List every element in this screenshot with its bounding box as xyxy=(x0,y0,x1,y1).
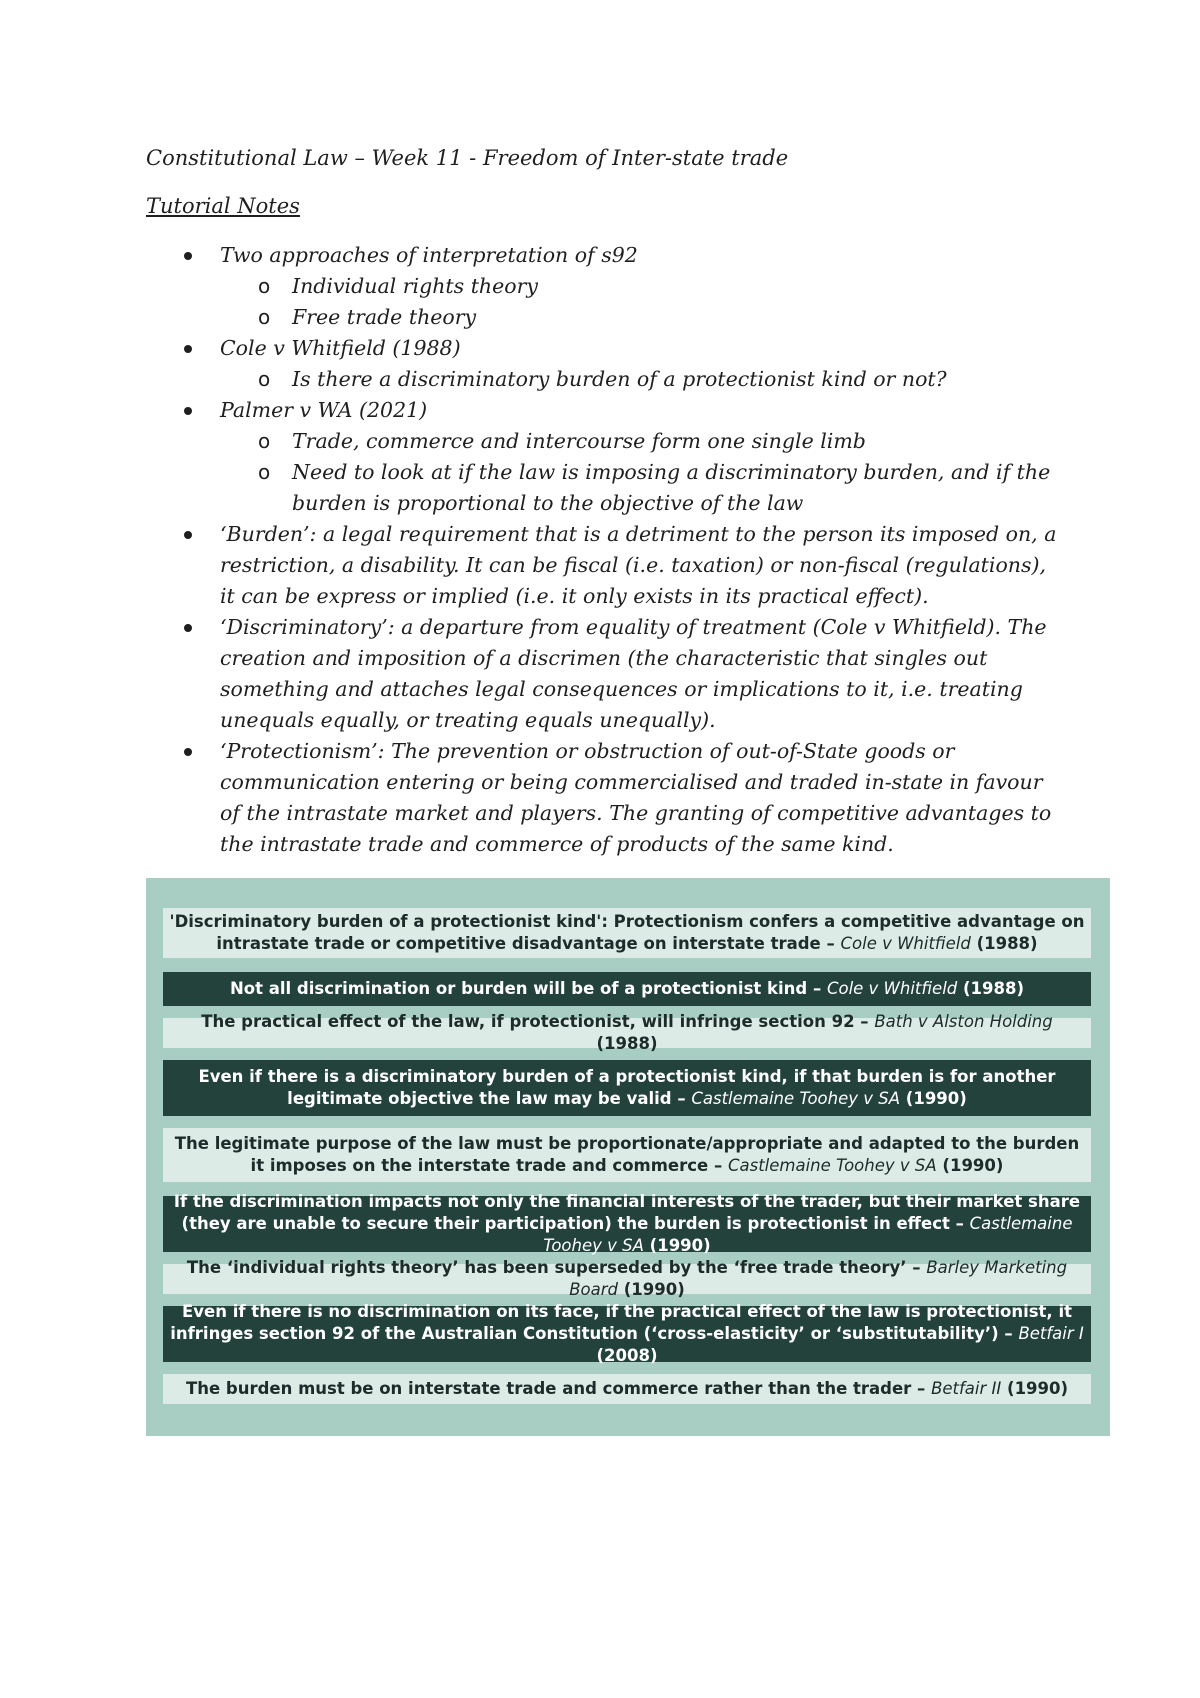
sub-list-item-text: Is there a discriminatory burden of a protectionist kind or not? xyxy=(292,367,947,391)
summary-row-text: Not all discrimination or burden will be of a protectionist kind – xyxy=(229,979,822,998)
list-item xyxy=(146,736,1066,860)
summary-row-text: The practical effect of the law, if protectionist, will infringe section 92 – xyxy=(201,1012,869,1031)
case-citation: Castlemaine Toohey v SA xyxy=(727,1156,937,1175)
sub-list-item-text: Free trade theory xyxy=(292,305,477,329)
summary-row xyxy=(163,1012,1091,1053)
summary-row-text: Even if there is a discriminatory burden of a protectionist kind, if that burden is for another legitimate objective the law may be valid – xyxy=(198,1067,1056,1108)
case-citation: Barley Marketing Board xyxy=(569,1258,1068,1299)
summary-row-text: The ‘individual rights theory’ has been superseded by the ‘free trade theory’ – xyxy=(186,1258,921,1277)
sub-list-item-text: Trade, commerce and intercourse form one single limb xyxy=(292,429,866,453)
bullet-icon xyxy=(184,407,192,415)
list-item xyxy=(146,240,1066,271)
list-item xyxy=(146,333,1066,364)
case-citation: Cole v Whitfield xyxy=(840,934,971,953)
case-citation: Castlemaine Toohey v SA xyxy=(543,1214,1073,1255)
list-item-text: Cole v Whitfield (1988) xyxy=(220,336,461,360)
bullet-icon xyxy=(184,624,192,632)
summary-row xyxy=(163,1128,1091,1182)
case-year: (1990) xyxy=(942,1156,1004,1175)
summary-row xyxy=(163,908,1091,958)
bullet-icon xyxy=(184,345,192,353)
case-year: (2008) xyxy=(596,1346,658,1365)
summary-row xyxy=(163,1258,1091,1299)
sub-list-item xyxy=(146,271,1066,302)
summary-row-text: The legitimate purpose of the law must be proportionate/appropriate and adapted to the burden it imposes on the interstate trade and commerce – xyxy=(174,1134,1080,1175)
list-item xyxy=(146,519,1066,612)
bullet-icon xyxy=(184,748,192,756)
case-year: (1990) xyxy=(1007,1379,1069,1398)
tutorial-notes-list xyxy=(146,240,1066,860)
case-citation: Betfair II xyxy=(931,1379,1002,1398)
list-item-text: Palmer v WA (2021) xyxy=(220,398,428,422)
case-year: (1990) xyxy=(623,1280,685,1299)
list-item xyxy=(146,395,1066,426)
sub-list-item-text: Individual rights theory xyxy=(292,274,538,298)
summary-row xyxy=(163,1060,1091,1116)
summary-row xyxy=(163,1302,1091,1365)
sub-list-item xyxy=(146,457,1066,519)
sub-list-item xyxy=(146,426,1066,457)
bullet-icon xyxy=(184,252,192,260)
bullet-icon xyxy=(184,531,192,539)
case-year: (1988) xyxy=(963,979,1025,998)
case-year: (1988) xyxy=(596,1034,658,1053)
hollow-bullet-icon: o xyxy=(258,429,271,453)
sub-list-item-text: Need to look at if the law is imposing a discriminatory burden, and if the burden is proportional to the objective of the law xyxy=(292,460,1051,515)
sub-list-item xyxy=(146,302,1066,333)
summary-row-text: If the discrimination impacts not only the financial interests of the trader, but their market share (they are unable to secure their participation) the burden is protectionist in effect – xyxy=(173,1192,1081,1233)
summary-panel xyxy=(146,878,1110,1436)
case-year: (1988) xyxy=(976,934,1038,953)
case-citation: Betfair I xyxy=(1018,1324,1084,1343)
list-item-text: ‘Burden’: a legal requirement that is a detriment to the person its imposed on, a restriction, a disability. It can be fiscal (i.e. taxation) or non-fiscal (regulations), it can be express or implied (i.e. it only exists in its practical effect). xyxy=(220,522,1057,608)
case-citation: Bath v Alston Holding xyxy=(874,1012,1053,1031)
list-item-text: ‘Protectionism’: The prevention or obstruction of out-of-State goods or communication entering or being commercialised and traded in-state in favour of the intrastate market and players. The granting of competitive advantages to the intrastate trade and commerce of products of the same kind. xyxy=(220,739,1052,856)
sub-list-item xyxy=(146,364,1066,395)
case-year: (1990) xyxy=(649,1236,711,1255)
summary-row-text: The burden must be on interstate trade and commerce rather than the trader – xyxy=(185,1379,926,1398)
case-citation: Cole v Whitfield xyxy=(826,979,958,998)
summary-row xyxy=(163,972,1091,1006)
hollow-bullet-icon: o xyxy=(258,460,271,484)
summary-row xyxy=(163,1192,1091,1255)
summary-row-text: Even if there is no discrimination on its face, if the practical effect of the law is protectionist, it infringes section 92 of the Australian Constitution (‘cross-elasticity’ or ‘substitutability’) – xyxy=(170,1302,1072,1343)
hollow-bullet-icon: o xyxy=(258,274,271,298)
list-item-text: Two approaches of interpretation of s92 xyxy=(220,243,638,267)
document-title: Constitutional Law – Week 11 - Freedom of Inter-state trade xyxy=(146,146,789,170)
summary-row-text: 'Discriminatory burden of a protectionist kind': Protectionism confers a competitive advantage on intrastate trade or competitive disadvantage on interstate trade – xyxy=(169,912,1085,953)
hollow-bullet-icon: o xyxy=(258,367,271,391)
section-heading: Tutorial Notes xyxy=(146,194,300,218)
hollow-bullet-icon: o xyxy=(258,305,271,329)
case-citation: Castlemaine Toohey v SA xyxy=(691,1089,901,1108)
case-year: (1990) xyxy=(905,1089,967,1108)
list-item-text: ‘Discriminatory’: a departure from equality of treatment (Cole v Whitfield). The creation and imposition of a discrimen (the characteristic that singles out something and attaches legal consequences or implications to it, i.e. treating unequals equally, or treating equals unequally). xyxy=(220,615,1047,732)
summary-row xyxy=(163,1374,1091,1404)
list-item xyxy=(146,612,1066,736)
